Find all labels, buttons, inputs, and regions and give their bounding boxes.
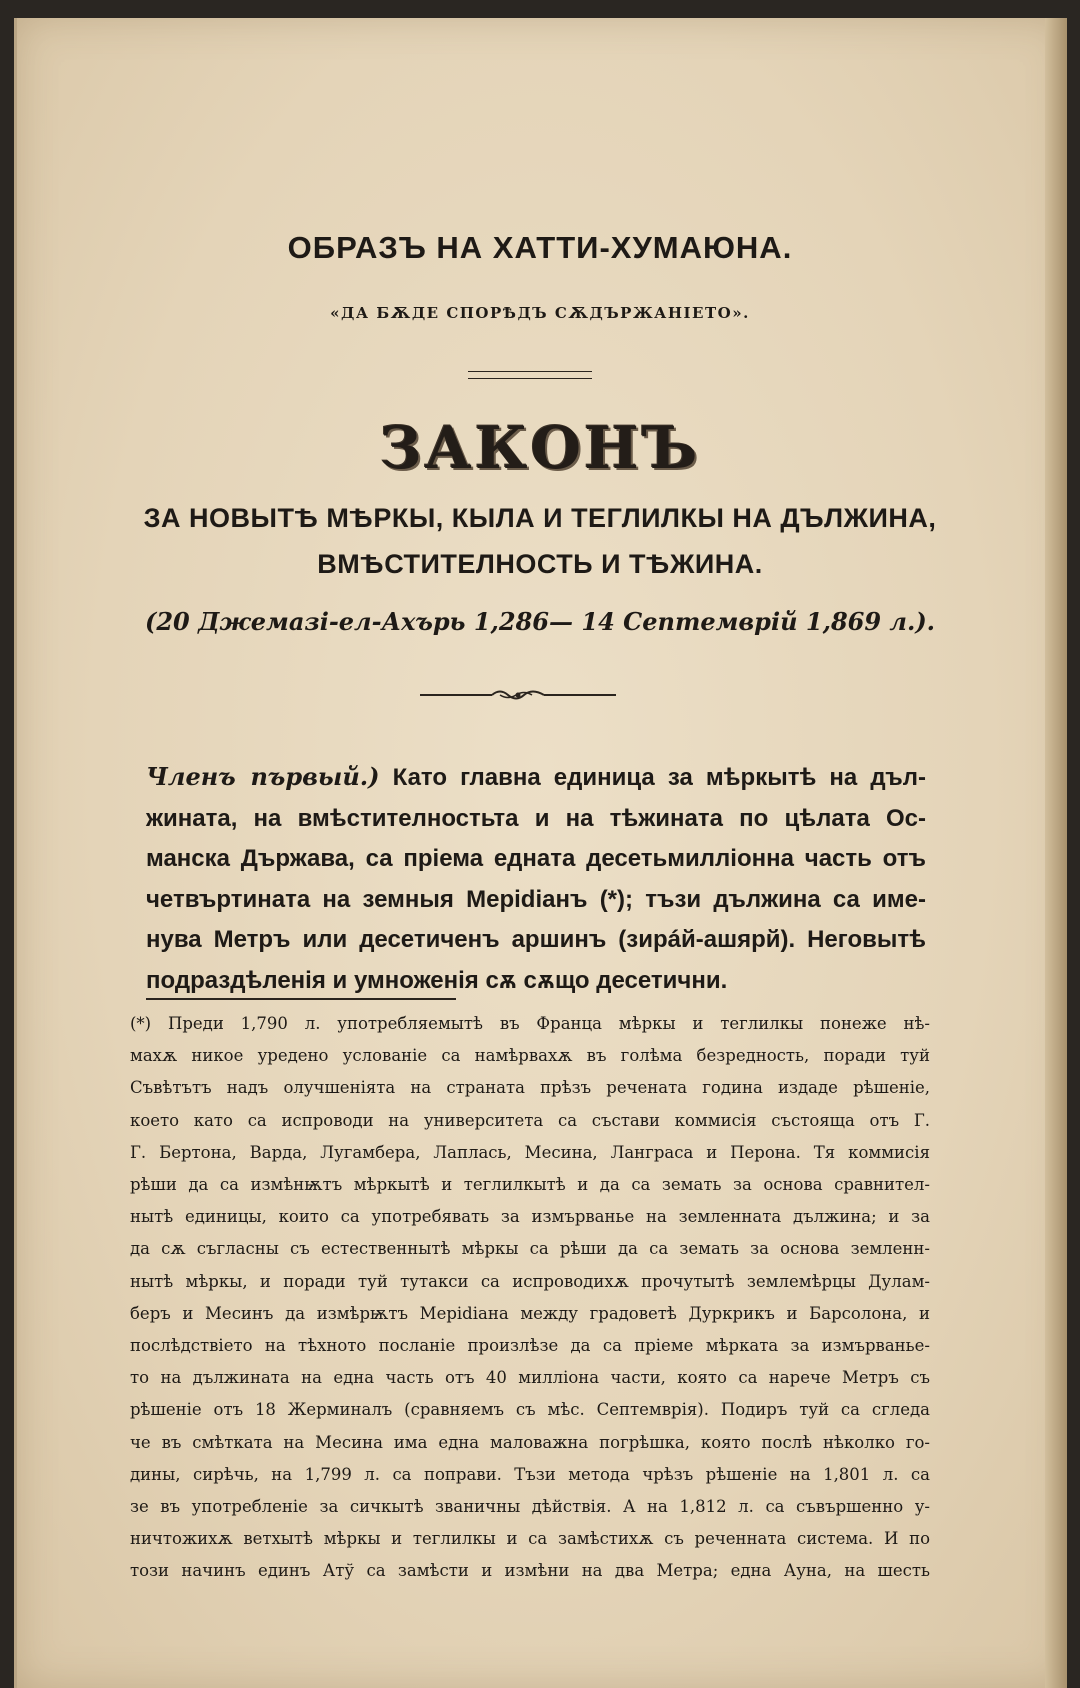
article-line: четвъртината на земныя Меріdіанъ (*); тъзи дължина са име-: [146, 885, 926, 913]
article-line: подраздѣленія и умноженія сѫ сѫщо десетични.: [146, 966, 728, 994]
law-subject-line-1: ЗА НОВЫТѢ МѢРКЫ, КЫЛА И ТЕГЛИЛКЫ НА ДЪЛЖИНА,: [143, 503, 937, 533]
footnote-line: да сѫ съгласны съ естественнытѣ мѣркы са рѣши да са земать за основа земленн-: [130, 1239, 930, 1259]
page-subtitle: «ДА БѪДЕ СПОРѢДЪ СѪДЪРЖАНІЕТО».: [330, 304, 750, 322]
footnote-line: че въ смѣтката на Месина има една маловажна погрѣшка, която послѣ нѣколко го-: [130, 1432, 930, 1452]
article-line: жината, на вмѣстителностьта и на тѣжината по цѣлата Ос-: [146, 804, 926, 832]
footnote-line: нытѣ единицы, които са употребявать за измърванье на земленната дължина; и за: [130, 1207, 930, 1227]
article-line: манска Държава, са пріема едната десетьмилліонна часть отъ: [146, 845, 926, 872]
footnote-line: то на дължината на една часть отъ 40 милліона части, която са нарече Метръ съ: [130, 1368, 930, 1388]
footnote-line: дины, сирѣчь, на 1,799 л. са поправи. Тъзи метода чрѣзъ рѣшеніе на 1,801 л. са: [130, 1464, 930, 1484]
footnote-line: беръ и Месинъ да измѣрѭтъ Меріdіана между градоветѣ Дуркрикъ и Барсолона, и: [130, 1303, 930, 1323]
footnote-line: зе въ употребленіе за сичкытѣ званичны дѣйствія. А на 1,812 л. са съвършенно у-: [130, 1497, 930, 1517]
footnote-line: което като са испроводи на университета са състави коммисія състояща отъ Г.: [130, 1110, 930, 1130]
page-title: ОБРАЗЪ НА ХАТТИ-ХУМАЮНА.: [287, 230, 793, 265]
footnote-line: този начинъ единъ Атў са замѣсти и измѣни на два Метра; една Ауна, на шесть: [130, 1561, 930, 1581]
law-heading: ЗАКОНЪ: [379, 414, 701, 482]
footnote: [130, 1008, 930, 1588]
article-line: Членъ първый.) Като главна единица за мѣркытѣ на дъл-: [146, 762, 927, 791]
footnote-line: (*) Преди 1,790 л. употребляемытѣ въ Франца мѣркы и теглилкы понеже нѣ-: [130, 1014, 930, 1033]
footnote-line: нытѣ мѣркы, и поради туй тутакси са испроводихѫ прочутытѣ землемѣрцы Дулам-: [130, 1271, 930, 1291]
footnote-line: рѣшеніе отъ 18 Жерминалъ (сравняемъ съ мѣс. Септемврія). Подиръ туй са сгледа: [130, 1400, 930, 1420]
law-subject-line-2: ВМѢСТИТЕЛНОСТЬ И ТѢЖИНА.: [317, 549, 763, 579]
footnote-line: Г. Бертона, Варда, Лугамбера, Лаплась, Месина, Ланграса и Перона. Тя коммисія: [130, 1142, 930, 1162]
title-divider: [468, 371, 592, 379]
footnote-rule: [146, 998, 456, 1000]
footnote-line: Съвѣтътъ надъ олучшеніята на страната прѣзъ речената година издаде рѣшеніе,: [130, 1078, 930, 1098]
book-spine: [1045, 18, 1067, 1688]
article-paragraph: [146, 757, 926, 1001]
footnote-line: рѣши да са измѣнѭтъ мѣркытѣ и теглилкытѣ и да са земать за основа сравнител-: [130, 1175, 930, 1195]
article-label: Членъ първый.): [146, 762, 380, 791]
footnote-line: послѣдствіето на тѣхното посланіе произлѣзе да са пріеме мѣрката за измърванье-: [130, 1336, 930, 1356]
article-line: нува Метръ или десетиченъ аршинъ (зирáй-ашярй). Неговытѣ: [146, 926, 926, 953]
footnote-line: махѫ никое уредено услованіе са намѣрвахѫ въ голѣма безредность, поради туй: [130, 1046, 930, 1066]
law-date: (20 Джемазі-ел-Ахърь 1,286— 14 Септемврій 1,869 л.).: [144, 607, 936, 636]
footnote-line: ничтожихѫ ветхытѣ мѣркы и теглилкы и са замѣстихѫ съ реченната система. И по: [130, 1529, 930, 1549]
ornament-divider: [420, 688, 616, 702]
